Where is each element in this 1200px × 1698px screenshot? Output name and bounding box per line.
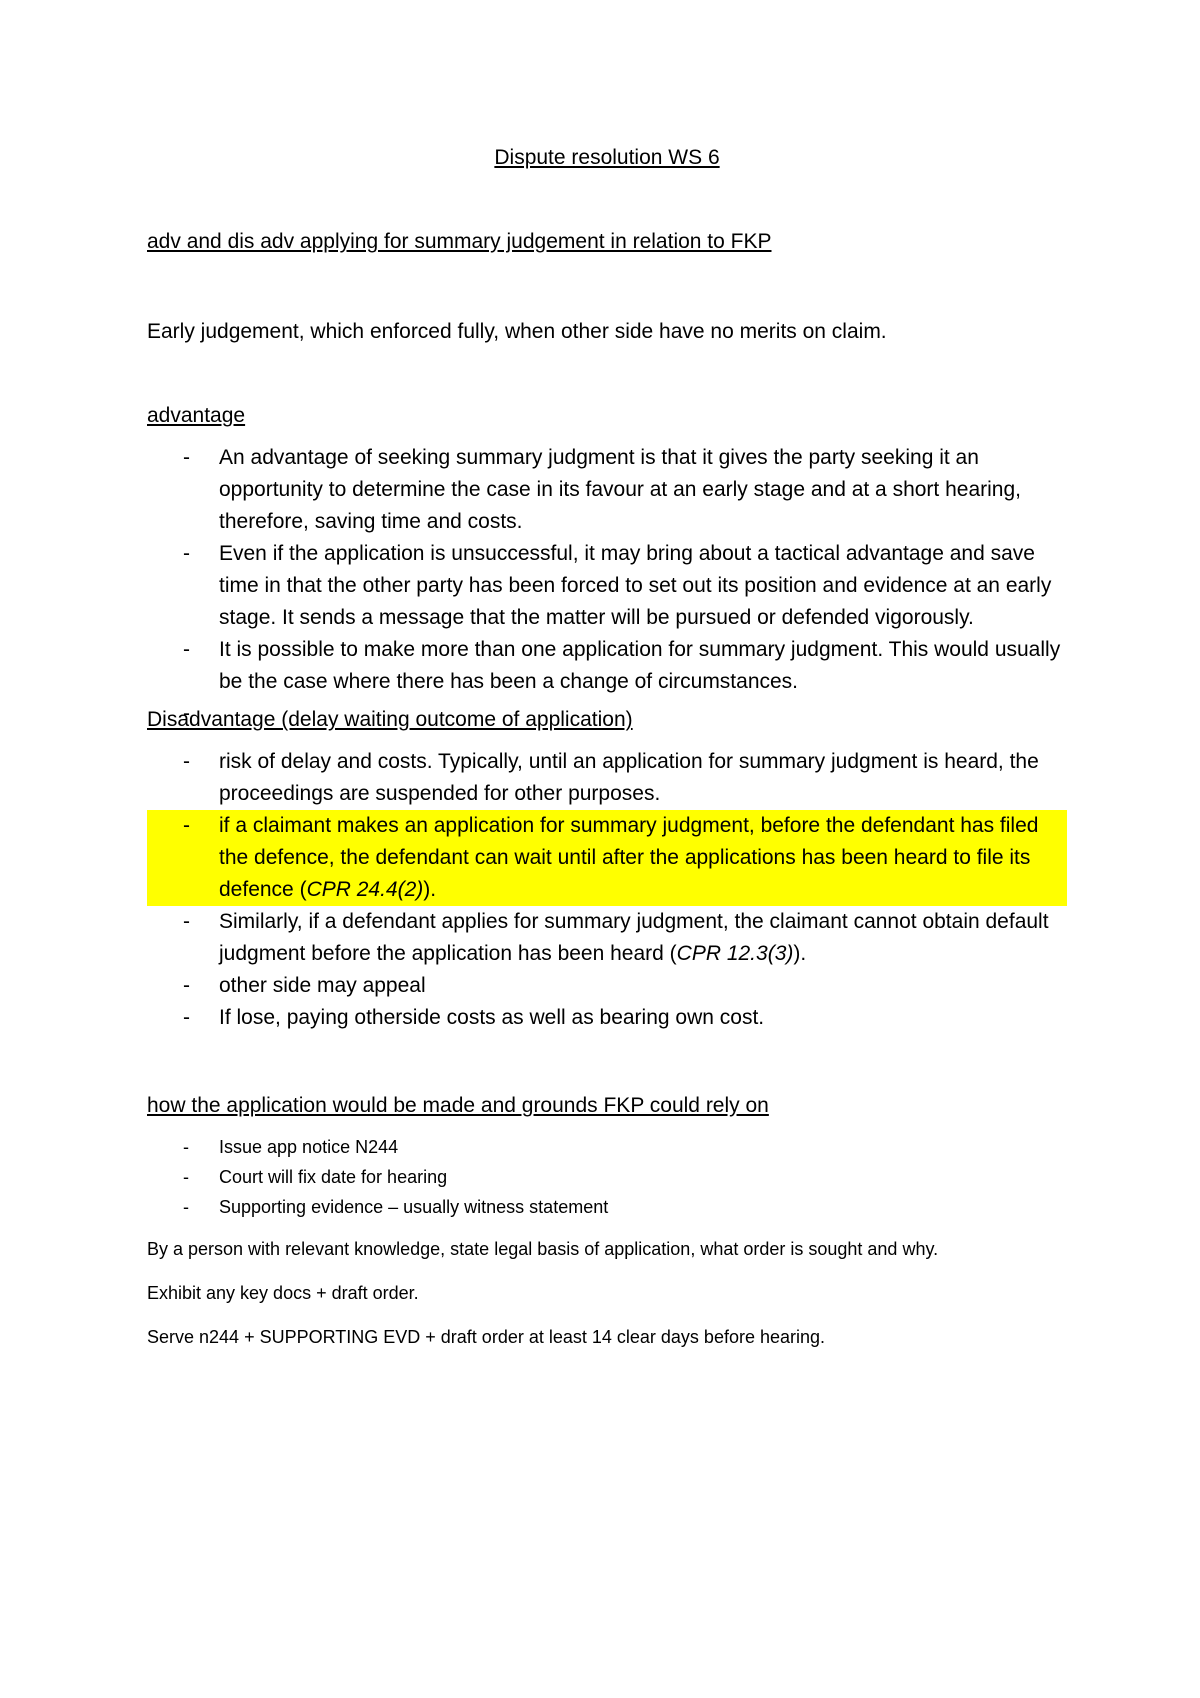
list-item: - risk of delay and costs. Typically, until an application for summary judgment is heard, the proceedings are suspended for other purposes. [147,746,1067,810]
list-item: - Issue app notice N244 [147,1132,1067,1162]
list-item [147,906,1067,970]
list-item-text: Similarly, if a defendant applies for summary judgment, the claimant cannot obtain default judgment before the application has been heard ( [219,910,1049,965]
disadvantage-list [147,746,1067,1034]
list-item: - An advantage of seeking summary judgment is that it gives the party seeking it an opportunity to determine the case in its favour at an early stage and at a short hearing, therefore, saving time and costs. [147,442,1067,538]
application-paragraph: Serve n244 + SUPPORTING EVD + draft order at least 14 clear days before hearing. [147,1327,826,1347]
application-paragraph: By a person with relevant knowledge, state legal basis of application, what order is sought and why. [147,1239,939,1259]
advantage-heading: advantage [147,404,246,427]
highlighted-list-item [147,810,1067,906]
application-section [147,1132,1067,1352]
list-item-end: ). [423,878,437,901]
list-item: - If lose, paying otherside costs as well as bearing own cost. [147,1002,1067,1034]
document-title: Dispute resolution WS 6 [494,146,720,169]
cpr-reference: CPR 12.3(3) [676,942,794,965]
application-paragraph: Exhibit any key docs + draft order. [147,1283,419,1303]
section-heading-adv-disadv: adv and dis adv applying for summary judgement in relation to FKP [147,230,772,253]
list-item: - Supporting evidence – usually witness statement [147,1192,1067,1222]
list-item-end: ). [793,942,807,965]
list-item: - other side may appeal [147,970,1067,1002]
list-item: - Even if the application is unsuccessful, it may bring about a tactical advantage and save time in that the other party has been forced to set out its position and evidence at an early stage. It sends a message that the matter will be pursued or defended vigorously. [147,538,1067,634]
disadvantage-heading: Disadvantage (delay waiting outcome of application) [147,708,633,731]
list-item: - It is possible to make more than one application for summary judgment. This would usually be the case where there has been a change of circumstances. [147,634,1067,698]
intro-paragraph: Early judgement, which enforced fully, when other side have no merits on claim. [147,320,887,343]
advantage-list [147,442,1067,698]
document-content [147,146,1067,1352]
cpr-reference: CPR 24.4(2) [306,878,424,901]
list-item-text: if a claimant makes an application for summary judgment, before the defendant has filed the defence, the defendant can wait until after the applications has been heard to file its defence ( [219,814,1039,901]
list-item: - Court will fix date for hearing [147,1162,1067,1192]
application-list [147,1132,1067,1222]
application-heading: how the application would be made and grounds FKP could rely on [147,1094,769,1117]
